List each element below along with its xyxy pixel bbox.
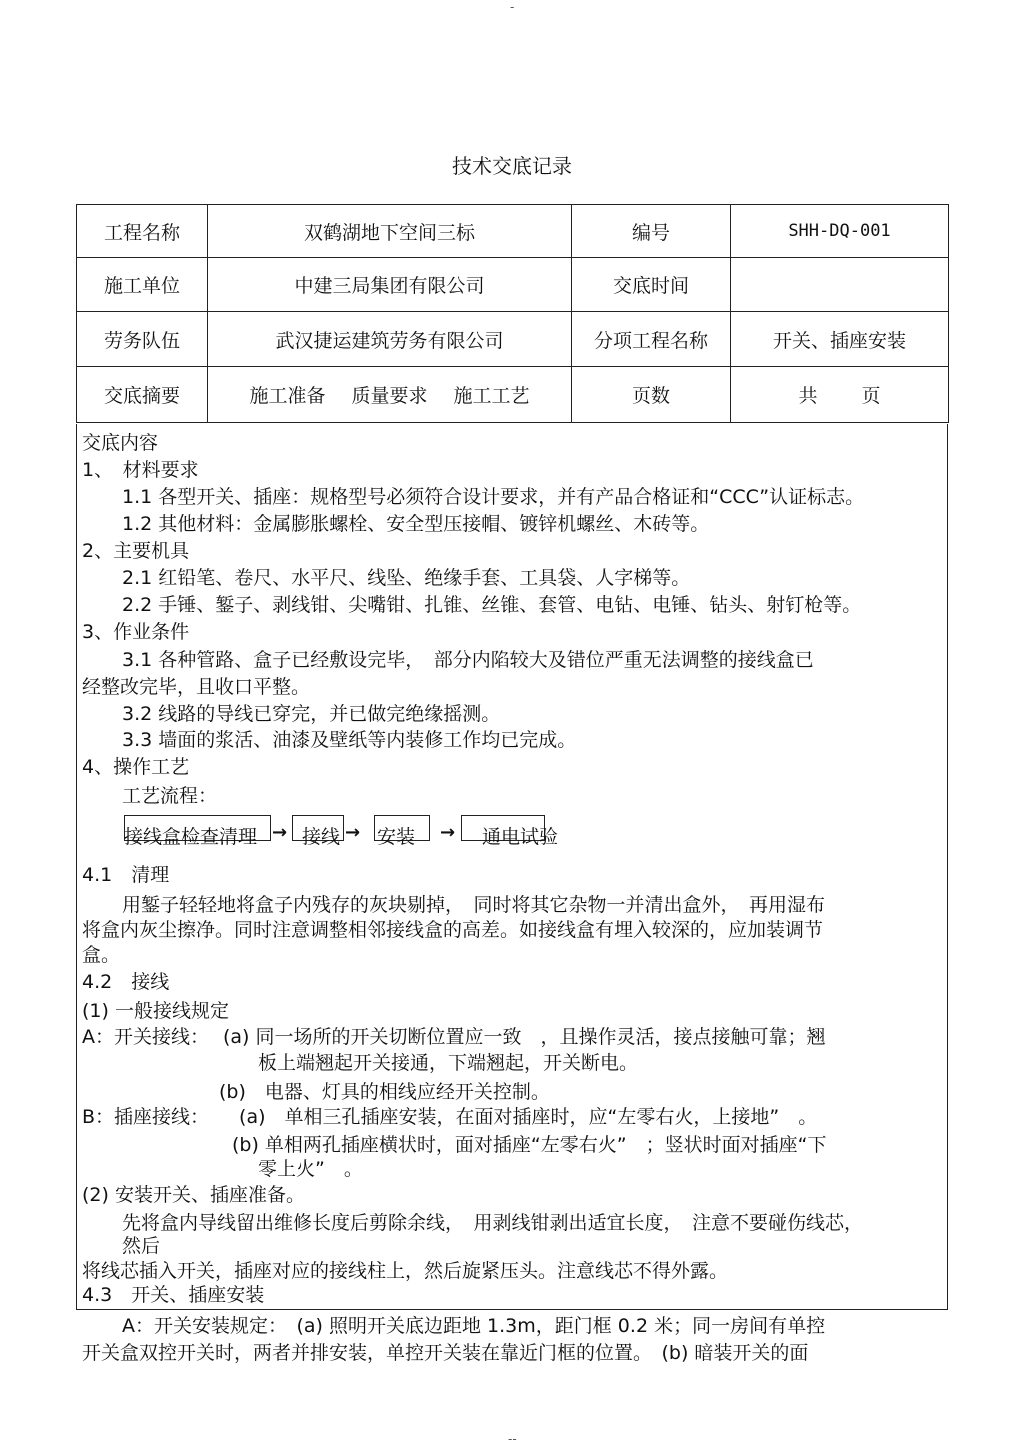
content-line: 开关盒双控开关时，两者并排安装，单控开关装在靠近门框的位置。 (b) 暗装开关的面 [82, 1342, 809, 1364]
section-heading-tools: 2、主要机具 [82, 540, 190, 562]
content-line: (b) 电器、灯具的相线应经开关控制。 [219, 1081, 550, 1103]
flow-arrow: → [440, 822, 456, 843]
flow-step-power-test: 通电试验 [482, 826, 559, 848]
sub-project-label: 分项工程名称 [572, 312, 731, 367]
serial-number-value: SHH-DQ-001 [731, 205, 949, 258]
content-line: 板上端翘起开关接通，下端翘起，开关断电。 [258, 1052, 639, 1074]
content-line: (b) 单相两孔插座横状时，面对插座“左零右火” ；竖状时面对插座“下 [232, 1134, 827, 1156]
page-count-total-suffix: 页 [861, 385, 881, 407]
content-line: (1) 一般接线规定 [82, 1000, 229, 1022]
page-bottom-mark: -- [508, 1432, 517, 1446]
content-line: 1.2 其他材料：金属膨胀螺栓、安全型压接帽、镀锌机螺丝、木砖等。 [122, 513, 710, 535]
flow-arrow: → [345, 822, 361, 843]
switch-wiring-rule-a: (a) 同一场所的开关切断位置应一致 ，且操作灵活，接点接触可靠；翘 [223, 1026, 826, 1048]
switch-wiring-label: A：开关接线： [82, 1026, 209, 1048]
serial-number-label: 编号 [572, 205, 731, 258]
subsection-heading-installation: 4.3 开关、插座安装 [82, 1284, 265, 1306]
subsection-heading-cleaning: 4.1 清理 [82, 864, 170, 886]
content-line: 将盒内灰尘擦净。同时注意调整相邻接线盒的高差。如接线盒有埋入较深的，应加装调节 [82, 919, 824, 941]
sub-project-value: 开关、插座安装 [731, 312, 949, 367]
content-line: 用錾子轻轻地将盒子内残存的灰块剔掉， 同时将其它杂物一并清出盒外， 再用湿布 [122, 894, 826, 916]
briefing-time-value [731, 258, 949, 312]
labor-team-value: 武汉捷运建筑劳务有限公司 [208, 312, 572, 367]
contractor-value: 中建三局集团有限公司 [208, 258, 572, 312]
document-title: 技术交底记录 [452, 154, 572, 178]
project-name-value: 双鹤湖地下空间三标 [208, 205, 572, 258]
socket-wiring-label: B：插座接线： [82, 1106, 210, 1128]
contractor-label: 施工单位 [77, 258, 208, 312]
section-heading-materials: 1、 材料要求 [82, 459, 199, 481]
flow-arrow: → [272, 822, 288, 843]
briefing-content-box [76, 424, 948, 1310]
project-name-label: 工程名称 [77, 205, 208, 258]
briefing-time-label: 交底时间 [572, 258, 731, 312]
header-row-contractor [77, 258, 949, 312]
labor-team-label: 劳务队伍 [77, 312, 208, 367]
section-heading-conditions: 3、作业条件 [82, 621, 190, 643]
page-count-label: 页数 [572, 367, 731, 423]
content-line: 然后 [122, 1235, 161, 1257]
page-top-mark: - [510, 0, 515, 14]
subsection-heading-wiring: 4.2 接线 [82, 971, 170, 993]
content-line: 3.1 各种管路、盒子已经敷设完毕， 部分内陷较大及错位严重无法调整的接线盒已 [122, 649, 814, 671]
content-line: 2.2 手锤、錾子、剥线钳、尖嘴钳、扎锥、丝锥、套管、电钻、电锤、钻头、射钉枪等。 [122, 594, 862, 616]
socket-wiring-rule-a: (a) 单相三孔插座安装，在面对插座时，应“左零右火，上接地” 。 [239, 1106, 818, 1128]
content-line: 将线芯插入开关，插座对应的接线柱上，然后旋紧压头。注意线芯不得外露。 [82, 1260, 729, 1282]
process-flow-label: 工艺流程： [122, 785, 218, 807]
header-row-summary [77, 367, 949, 423]
content-line [82, 1105, 817, 1129]
content-line: 盒。 [82, 944, 121, 966]
page-count-total-prefix: 共 [798, 385, 818, 407]
summary-item: 施工准备 [249, 385, 326, 407]
content-line [82, 1025, 826, 1049]
flow-step-wiring: 接线 [302, 826, 341, 848]
content-line: A：开关安装规定： (a) 照明开关底边距地 1.3m，距门框 0.2 米；同一房间有单控 [122, 1315, 826, 1337]
summary-item: 施工工艺 [453, 385, 530, 407]
content-line: 经整改完毕，且收口平整。 [82, 676, 311, 698]
section-heading-process: 4、操作工艺 [82, 756, 190, 778]
header-row-project [77, 205, 949, 258]
content-line: 零上火” 。 [258, 1158, 363, 1180]
content-heading: 交底内容 [82, 432, 159, 454]
summary-value [208, 367, 572, 423]
content-line: 3.2 线路的导线已穿完，并已做完绝缘摇测。 [122, 703, 501, 725]
flow-step-install: 安装 [377, 826, 416, 848]
header-row-labor-team [77, 312, 949, 367]
flow-step-inspect: 接线盒检查清理 [124, 826, 258, 848]
page-count-value [731, 367, 949, 423]
content-line: 3.3 墙面的浆活、油漆及壁纸等内装修工作均已完成。 [122, 729, 577, 751]
content-line: 2.1 红铅笔、卷尺、水平尺、线坠、绝缘手套、工具袋、人字梯等。 [122, 567, 691, 589]
summary-label: 交底摘要 [77, 367, 208, 423]
content-line: (2) 安装开关、插座准备。 [82, 1184, 305, 1206]
summary-item: 质量要求 [351, 385, 428, 407]
content-line: 1.1 各型开关、插座：规格型号必须符合设计要求，并有产品合格证和“CCC”认证标志。 [122, 486, 865, 508]
content-line: 先将盒内导线留出维修长度后剪除余线， 用剥线钳剥出适宜长度， 注意不要碰伤线芯， [122, 1212, 864, 1234]
header-table [76, 204, 949, 423]
